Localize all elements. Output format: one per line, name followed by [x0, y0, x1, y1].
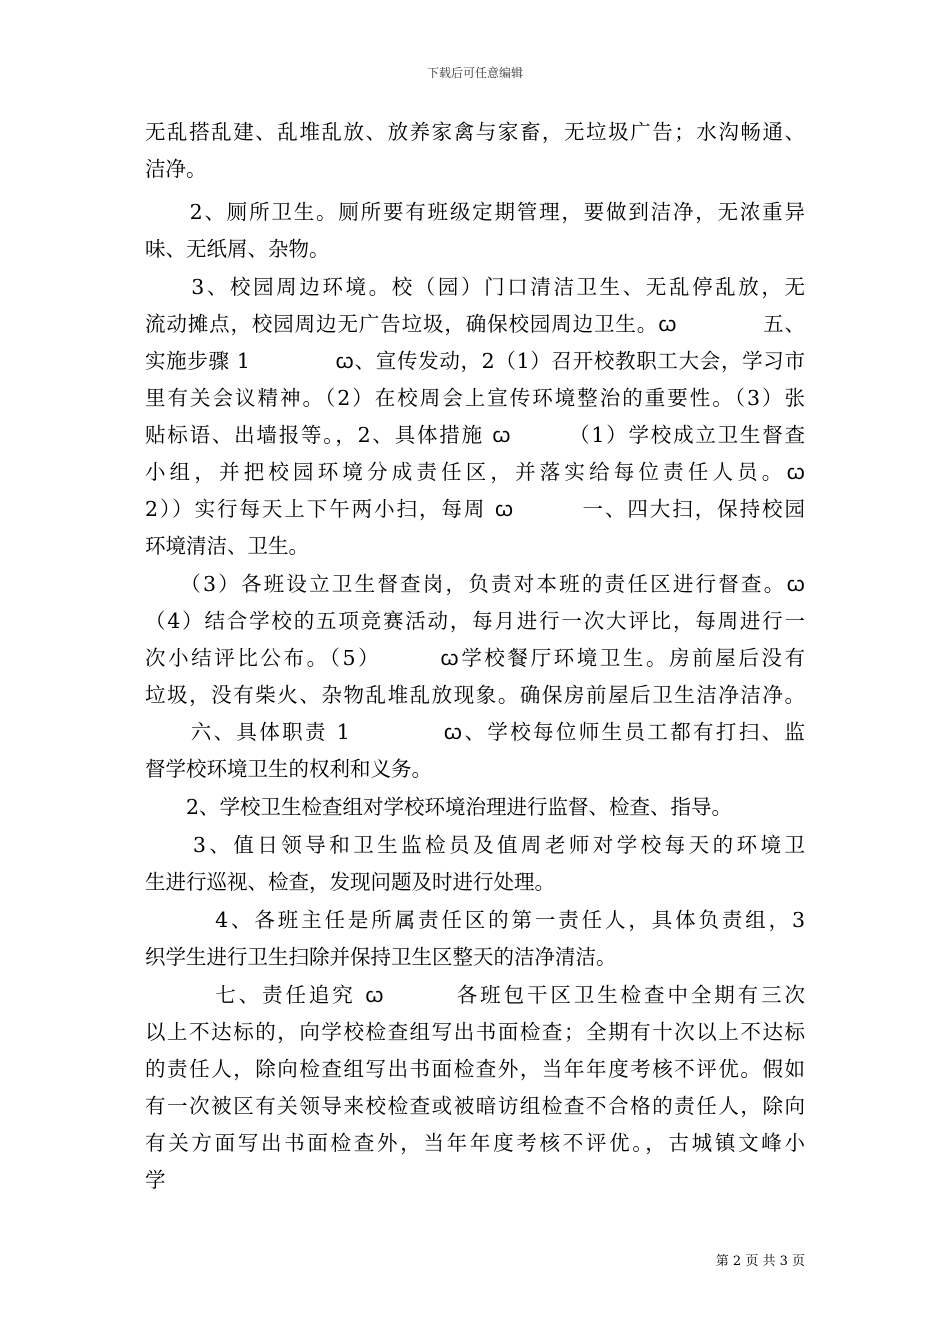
text-line: 3、校园周边环境。校（园）门口清洁卫生、无乱停乱放，无 — [145, 275, 805, 299]
text-line: 六、具体职责 1 ꞷ、学校每位师生员工都有打扫、监 — [145, 720, 805, 744]
text-line: 次小结评比公布。（5） ꞷ学校餐厅环境卫生。房前屋后没有 — [145, 646, 805, 670]
text-line: 流动摊点，校园周边无广告垃圾，确保校园周边卫生。ꞷ 五、 — [145, 312, 805, 336]
text-line: 督学校环境卫生的权利和义务。 — [145, 757, 432, 781]
text-line: 洁净。 — [145, 157, 207, 181]
text-line: 里有关会议精神。（2）在校周会上宣传环境整治的重要性。（3）张 — [145, 386, 805, 410]
text-line: 有一次被区有关领导来校检查或被暗访组检查不合格的责任人，除向 — [145, 1094, 805, 1118]
text-line: 的责任人，除向检查组写出书面检查外，当年年度考核不评优。假如 — [145, 1057, 805, 1081]
text-line: 4、各班主任是所属责任区的第一责任人，具体负责组，3 — [145, 908, 805, 932]
text-line: 以上不达标的，向学校检查组写出书面检查；全期有十次以上不达标 — [145, 1020, 805, 1044]
text-line: 织学生进行卫生扫除并保持卫生区整天的洁净清洁。 — [145, 945, 617, 969]
text-line: 2、学校卫生检查组对学校环境治理进行监督、检查、指导。 — [145, 795, 733, 819]
text-line: 3、值日领导和卫生监检员及值周老师对学校每天的环境卫 — [145, 833, 805, 857]
text-line: 2、厕所卫生。厕所要有班级定期管理，要做到洁净，无浓重异 — [145, 200, 805, 224]
text-line: 生进行巡视、检查，发现问题及时进行处理。 — [145, 870, 555, 894]
text-line: （3）各班设立卫生督查岗，负责对本班的责任区进行督查。ꞷ — [145, 572, 805, 596]
page-header: 下载后可任意编辑 — [426, 66, 523, 80]
text-line: 七、责任追究 ꞷ 各班包干区卫生检查中全期有三次 — [145, 983, 805, 1007]
text-line: 味、无纸屑、杂物。 — [145, 237, 330, 261]
text-line: 有关方面写出书面检查外，当年年度考核不评优。，古城镇文峰小 — [145, 1131, 805, 1155]
page-number: 第 2 页 共 3 页 — [715, 1254, 805, 1269]
text-line: 2））实行每天上下午两小扫，每周 ꞷ 一、四大扫，保持校园 — [145, 497, 805, 521]
text-line: （4）结合学校的五项竞赛活动，每月进行一次大评比，每周进行一 — [145, 609, 805, 633]
text-line: 学 — [145, 1168, 166, 1192]
text-line: 无乱搭乱建、乱堆乱放、放养家禽与家畜，无垃圾广告；水沟畅通、 — [145, 120, 805, 144]
text-line: 实施步骤 1 ꞷ、宣传发动，2（1）召开校教职工大会，学习市 — [145, 349, 805, 373]
text-line: 小组，并把校园环境分成责任区，并落实给每位责任人员。ꞷ — [145, 460, 805, 484]
text-line: 贴标语、出墙报等。，2、具体措施 ꞷ （1）学校成立卫生督查 — [145, 423, 805, 447]
text-line: 环境清洁、卫生。 — [145, 534, 309, 558]
text-line: 垃圾，没有柴火、杂物乱堆乱放现象。确保房前屋后卫生洁净洁净。 — [145, 683, 805, 707]
